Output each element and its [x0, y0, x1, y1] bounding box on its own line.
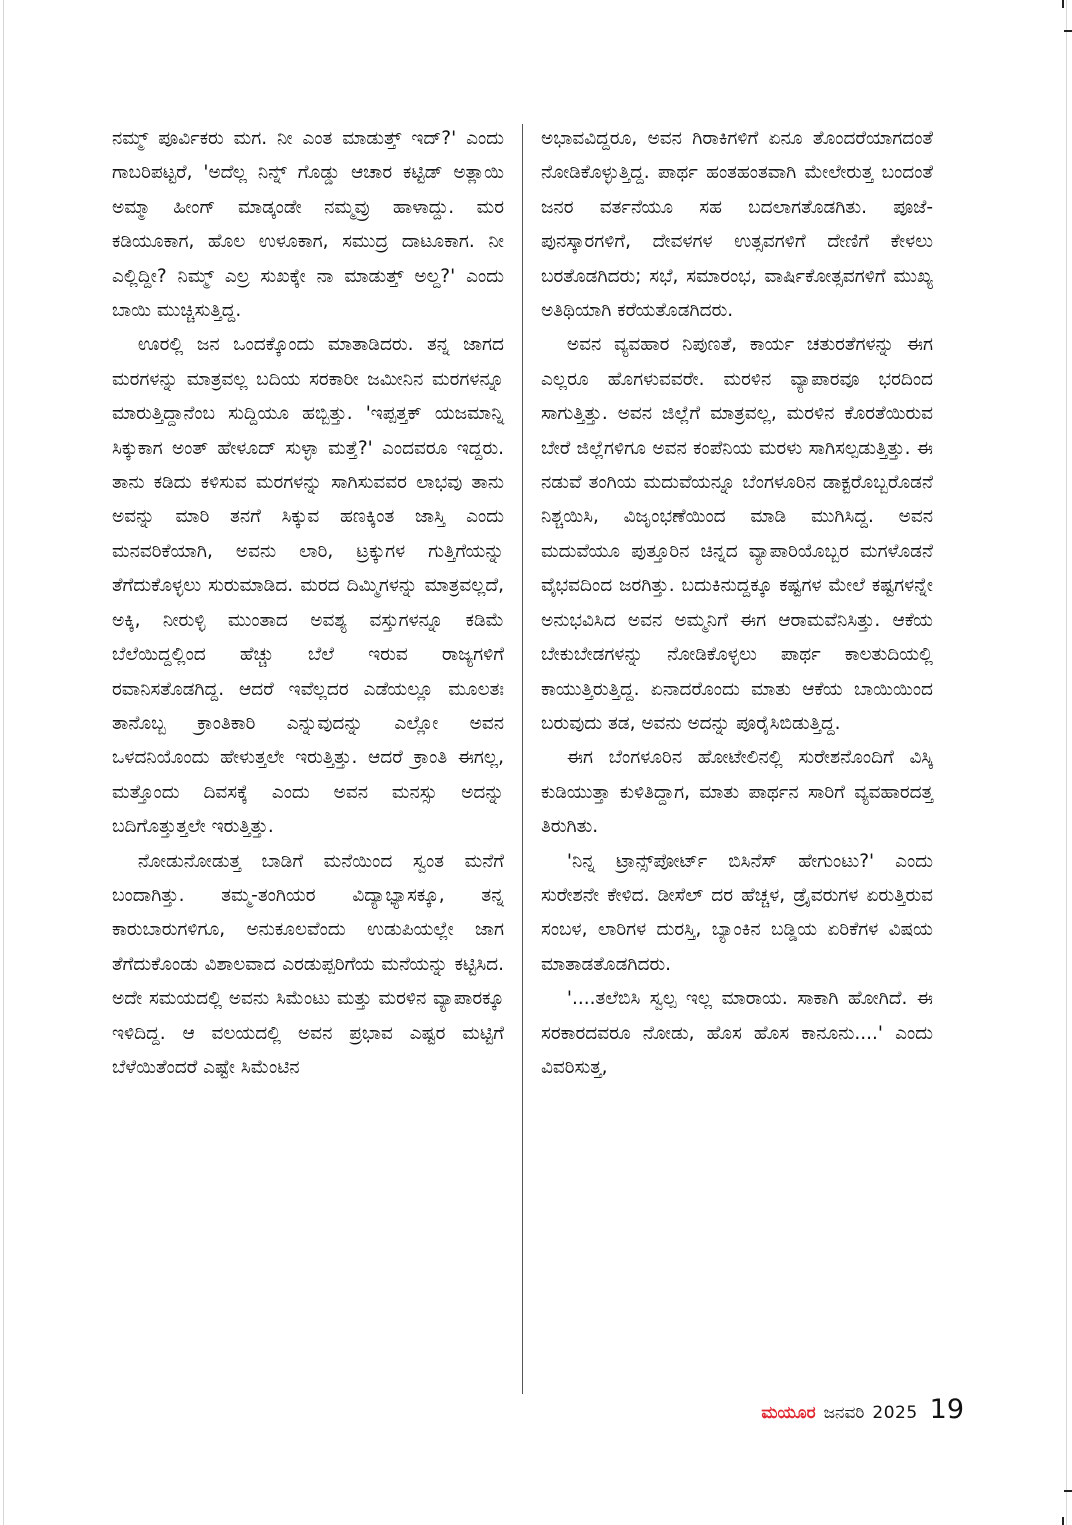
magazine-name: ಮಯೂರ: [761, 1403, 816, 1423]
paragraph: ನೋಡುನೋಡುತ್ತ ಬಾಡಿಗೆ ಮನೆಯಿಂದ ಸ್ವಂತ ಮನೆಗೆ ಬಂದಾಗಿತ್ತು. ತಮ್ಮ-ತಂಗಿಯರ ವಿದ್ಯಾಭ್ಯಾಸಕ್ಕೂ, ತನ್ನ ಕಾರುಬಾರುಗಳಿಗೂ, ಅನುಕೂಲವೆಂದು ಉಡುಪಿಯಲ್ಲೇ ಜಾಗ ತೆಗೆದುಕೊಂಡು ವಿಶಾಲವಾದ ಎರಡುಪ್ಪರಿಗೆಯ ಮನೆಯನ್ನು ಕಟ್ಟಿಸಿದ. ಅದೇ ಸಮಯದಲ್ಲಿ ಅವನು ಸಿಮೆಂಟು ಮತ್ತು ಮರಳಿನ ವ್ಯಾಪಾರಕ್ಕೂ ಇಳಿದಿದ್ದ. ಆ ವಲಯದಲ್ಲಿ ಅವನ ಪ್ರಭಾವ ಎಷ್ಟರ ಮಟ್ಟಿಗೆ ಬೆಳೆಯಿತೆಂದರೆ ಎಷ್ಟೇ ಸಿಮೆಂಟಿನ: [112, 850, 504, 1078]
article-left-column: [112, 122, 504, 1085]
crop-mark: [1062, 1517, 1064, 1525]
column-divider: [522, 124, 523, 1394]
paragraph: ಈಗ ಬೆಂಗಳೂರಿನ ಹೋಟೇಲಿನಲ್ಲಿ ಸುರೇಶನೊಂದಿಗೆ ವಿಸ್ಕಿ ಕುಡಿಯುತ್ತಾ ಕುಳಿತಿದ್ದಾಗ, ಮಾತು ಪಾರ್ಥನ ಸಾರಿಗೆ ವ್ಯವಹಾರದತ್ತ ತಿರುಗಿತು.: [541, 747, 933, 838]
paragraph: '....ತಲೆಬಿಸಿ ಸ್ವಲ್ಪ ಇಲ್ಲ ಮಾರಾಯ. ಸಾಕಾಗಿ ಹೋಗಿದೆ. ಈ ಸರಕಾರದವರೂ ನೋಡು, ಹೊಸ ಹೊಸ ಕಾನೂನು....' ಎಂದು ವಿವರಿಸುತ್ತ,: [541, 988, 933, 1078]
issue-year: 2025: [872, 1403, 918, 1423]
crop-mark: [1062, 0, 1064, 8]
paragraph: 'ನಿನ್ನ ಟ್ರಾನ್ಸ್‌ಪೋರ್ಟ್ ಬಿಸಿನೆಸ್ ಹೇಗುಂಟು?' ಎಂದು ಸುರೇಶನೇ ಕೇಳಿದ. ಡೀಸೆಲ್ ದರ ಹೆಚ್ಚಳ, ಡ್ರೈವರುಗಳ ಏರುತ್ತಿರುವ ಸಂಬಳ, ಲಾರಿಗಳ ದುರಸ್ತಿ, ಬ್ಯಾಂಕಿನ ಬಡ್ಡಿಯ ಏರಿಕೆಗಳ ವಿಷಯ ಮಾತಾಡತೊಡಗಿದರು.: [541, 850, 933, 975]
paragraph: ಅವನ ವ್ಯವಹಾರ ನಿಪುಣತೆ, ಕಾರ್ಯ ಚತುರತೆಗಳನ್ನು ಈಗ ಎಲ್ಲರೂ ಹೊಗಳುವವರೇ. ಮರಳಿನ ವ್ಯಾಪಾರವೂ ಭರದಿಂದ ಸಾಗುತ್ತಿತ್ತು. ಅವನ ಜಿಲ್ಲೆಗೆ ಮಾತ್ರವಲ್ಲ, ಮರಳಿನ ಕೊರತೆಯಿರುವ ಬೇರೆ ಜಿಲ್ಲೆಗಳಿಗೂ ಅವನ ಕಂಪೆನಿಯ ಮರಳು ಸಾಗಿಸಲ್ಪಡುತ್ತಿತ್ತು. ಈ ನಡುವೆ ತಂಗಿಯ ಮದುವೆಯನ್ನೂ ಬೆಂಗಳೂರಿನ ಡಾಕ್ಟರೊಬ್ಬರೊಡನೆ ನಿಶ್ಚಯಿಸಿ, ವಿಜೃಂಭಣೆಯಿಂದ ಮಾಡಿ ಮುಗಿಸಿದ್ದ. ಅವನ ಮದುವೆಯೂ ಪುತ್ತೂರಿನ ಚಿನ್ನದ ವ್ಯಾಪಾರಿಯೊಬ್ಬರ ಮಗಳೊಡನೆ ವೈಭವದಿಂದ ಜರಗಿತ್ತು. ಬದುಕಿನುದ್ದಕ್ಕೂ ಕಷ್ಟಗಳ ಮೇಲೆ ಕಷ್ಟಗಳನ್ನೇ ಅನುಭವಿಸಿದ ಅವನ ಅಮ್ಮನಿಗೆ ಈಗ ಆರಾಮವೆನಿಸಿತ್ತು. ಆಕೆಯ ಬೇಕುಬೇಡಗಳನ್ನು ನೋಡಿಕೊಳ್ಳಲು ಪಾರ್ಥ ಕಾಲತುದಿಯಲ್ಲಿ ಕಾಯುತ್ತಿರುತ್ತಿದ್ದ. ಏನಾದರೊಂದು ಮಾತು ಆಕೆಯ ಬಾಯಿಯಿಂದ ಬರುವುದು ತಡ, ಅವನು ಅದನ್ನು ಪೂರೈಸಿಬಿಡುತ್ತಿದ್ದ.: [541, 334, 933, 734]
crop-mark: [1064, 30, 1072, 32]
crop-mark: [1064, 1490, 1072, 1492]
page-number: 19: [929, 1394, 964, 1425]
paragraph: ಊರಲ್ಲಿ ಜನ ಒಂದಕ್ಕೊಂದು ಮಾತಾಡಿದರು. ತನ್ನ ಜಾಗದ ಮರಗಳನ್ನು ಮಾತ್ರವಲ್ಲ ಬದಿಯ ಸರಕಾರೀ ಜಮೀನಿನ ಮರಗಳನ್ನೂ ಮಾರುತ್ತಿದ್ದಾನೆಂಬ ಸುದ್ದಿಯೂ ಹಬ್ಬಿತ್ತು. 'ಇಪ್ಪತ್ತಕ್ ಯಜಮಾನ್ನಿ ಸಿಕ್ಕುಕಾಗ ಅಂತ್ ಹೇಳೂದ್ ಸುಳ್ಳಾ ಮತ್ತೆ?' ಎಂದವರೂ ಇದ್ದರು. ತಾನು ಕಡಿದು ಕಳಿಸುವ ಮರಗಳನ್ನು ಸಾಗಿಸುವವರ ಲಾಭವು ತಾನು ಅವನ್ನು ಮಾರಿ ತನಗೆ ಸಿಕ್ಕುವ ಹಣಕ್ಕಿಂತ ಜಾಸ್ತಿ ಎಂದು ಮನವರಿಕೆಯಾಗಿ, ಅವನು ಲಾರಿ, ಟ್ರಕ್ಕುಗಳ ಗುತ್ತಿಗೆಯನ್ನು ತೆಗೆದುಕೊಳ್ಳಲು ಸುರುಮಾಡಿದ. ಮರದ ದಿಮ್ಮಿಗಳನ್ನು ಮಾತ್ರವಲ್ಲದೆ, ಅಕ್ಕಿ, ನೀರುಳ್ಳಿ ಮುಂತಾದ ಅವಶ್ಯ ವಸ್ತುಗಳನ್ನೂ ಕಡಿಮೆ ಬೆಲೆಯಿದ್ದಲ್ಲಿಂದ ಹೆಚ್ಚು ಬೆಲೆ ಇರುವ ರಾಜ್ಯಗಳಿಗೆ ರವಾನಿಸತೊಡಗಿದ್ದ. ಆದರೆ ಇವೆಲ್ಲದರ ಎಡೆಯಲ್ಲೂ ಮೂಲತಃ ತಾನೊಬ್ಬ ಕ್ರಾಂತಿಕಾರಿ ಎನ್ನುವುದನ್ನು ಎಲ್ಲೋ ಅವನ ಒಳದನಿಯೊಂದು ಹೇಳುತ್ತಲೇ ಇರುತ್ತಿತ್ತು. ಆದರೆ ಕ್ರಾಂತಿ ಈಗಲ್ಲ, ಮತ್ತೊಂದು ದಿವಸಕ್ಕೆ ಎಂದು ಅವನ ಮನಸ್ಸು ಅದನ್ನು ಬದಿಗೊತ್ತುತ್ತಲೇ ಇರುತ್ತಿತ್ತು.: [112, 334, 504, 838]
paragraph: ನಮ್ಮ್ ಪೂರ್ವಿಕರು ಮಗ. ನೀ ಎಂತ ಮಾಡುತ್ತ್ ಇದ್?' ಎಂದು ಗಾಬರಿಪಟ್ಟರೆ, 'ಅದೆಲ್ಲ ನಿನ್ನ್ ಗೊಡ್ಡು ಆಚಾರ ಕಟ್ಟಿಡ್ ಅತ್ಲಾಯಿ ಅಮ್ಮಾ ಹೀಂಗ್ ಮಾಡ್ಕಂಡೇ ನಮ್ಮವ್ರು ಹಾಳಾದ್ದು. ಮರ ಕಡಿಯೂಕಾಗ, ಹೊಲ ಉಳೂಕಾಗ, ಸಮುದ್ರ ದಾಟೂಕಾಗ. ನೀ ಎಲ್ಲಿದ್ದೀ? ನಿಮ್ಮ್ ಎಲ್ರ ಸುಖಕ್ಕೇ ನಾ ಮಾಡುತ್ತ್ ಅಲ್ದ?' ಎಂದು ಬಾಯಿ ಮುಚ್ಚಿಸುತ್ತಿದ್ದ.: [112, 128, 504, 322]
article-right-column: [541, 122, 933, 1085]
page-footer: [761, 1394, 964, 1425]
paragraph: ಅಭಾವವಿದ್ದರೂ, ಅವನ ಗಿರಾಕಿಗಳಿಗೆ ಏನೂ ತೊಂದರೆಯಾಗದಂತೆ ನೋಡಿಕೊಳ್ಳುತ್ತಿದ್ದ. ಪಾರ್ಥ ಹಂತಹಂತವಾಗಿ ಮೇಲೇರುತ್ತ ಬಂದಂತೆ ಜನರ ವರ್ತನೆಯೂ ಸಹ ಬದಲಾಗತೊಡಗಿತು. ಪೂಜೆ-ಪುನಸ್ಕಾರಗಳಿಗೆ, ದೇವಳಗಳ ಉತ್ಸವಗಳಿಗೆ ದೇಣಿಗೆ ಕೇಳಲು ಬರತೊಡಗಿದರು; ಸಭೆ, ಸಮಾರಂಭ, ವಾರ್ಷಿಕೋತ್ಸವಗಳಿಗೆ ಮುಖ್ಯ ಅತಿಥಿಯಾಗಿ ಕರೆಯತೊಡಗಿದರು.: [541, 128, 933, 322]
issue-month: ಜನವರಿ: [823, 1403, 865, 1423]
